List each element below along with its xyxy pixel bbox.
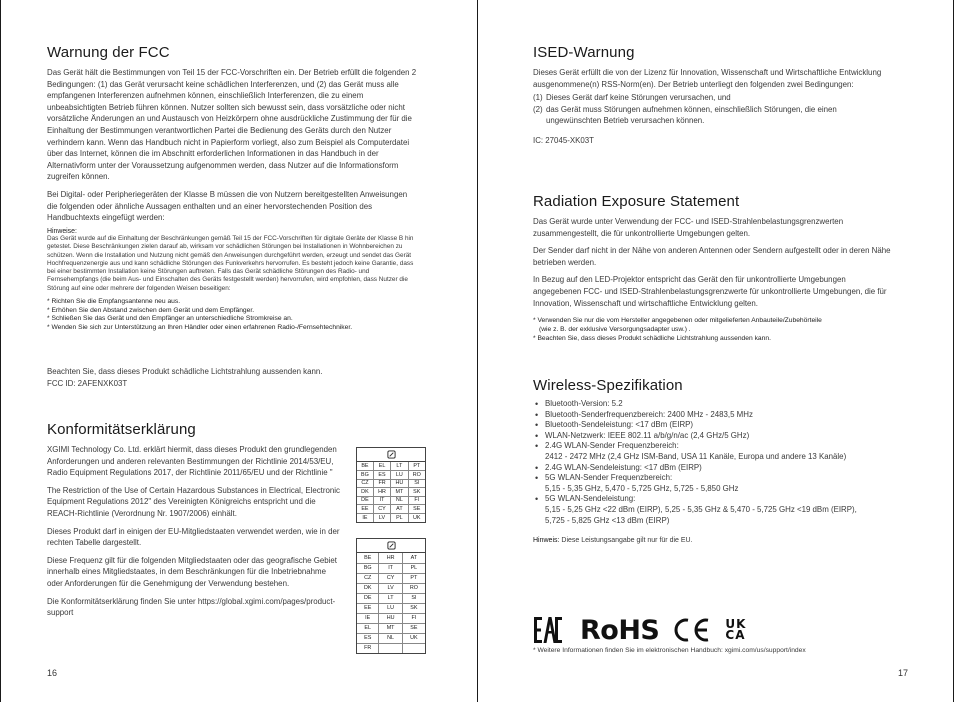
country-row: [357, 613, 425, 623]
country-cell: AT: [402, 553, 425, 563]
country-cell: DK: [357, 488, 373, 497]
ce-logo: [673, 617, 711, 643]
country-cell: HU: [379, 613, 402, 623]
country-cell: LU: [379, 603, 402, 613]
wireless-item: • Bluetooth-Version: 5.2: [533, 399, 903, 410]
country-cell: HU: [391, 479, 408, 488]
radiation-paragraph-1: Das Gerät wurde unter Verwendung der FCC- und ISED-Strahlenbelastungsgrenzwerten zusammengestellt, die für unkontrollierte Umgebungen gelten.: [533, 217, 844, 238]
conformity-paragraph-3: Dieses Produkt darf in einigen der EU-Mitgliedstaaten verwendet werden, wie in der rechten Tabelle dargestellt.: [47, 526, 340, 548]
country-row: [357, 633, 425, 643]
country-cell: IT: [373, 496, 390, 505]
ised-list-item: [533, 104, 893, 127]
hinweise-label: Hinweise:: [47, 228, 77, 235]
country-row: [357, 553, 425, 563]
restriction-icon: [387, 541, 396, 550]
wireless-body: [533, 399, 903, 547]
hinweise-bullets: [47, 298, 419, 333]
country-cell: PT: [402, 573, 425, 583]
conformity-title: Konformitätserklärung: [47, 421, 196, 438]
country-cell: PL: [402, 563, 425, 573]
country-row: [357, 471, 425, 480]
ised-paragraph: Dieses Gerät erfüllt die von der Lizenz für Innovation, Wissenschaft und Wirtschaftliche Entwicklung ausgenommene(n) RSS-Norm(en). Der Betrieb unterliegt den folgenden zwei Bedingungen:: [533, 68, 882, 89]
fcc-id: FCC ID: 2AFENXK03T: [47, 378, 128, 388]
country-cell: NL: [379, 633, 402, 643]
country-cell: BG: [357, 471, 373, 480]
radiation-paragraph-3: In Bezug auf den LED-Projektor entspricht das Gerät den für unkontrollierte Umgebungen angegebenen FCC- und ISED-Strahlenbelastungsgrenzwerte für unkontrollierte Umgebungen, die für Innovation, Wissenschaft und wirtschaftliche Entwicklung gelten.: [533, 275, 887, 308]
country-cell: DE: [357, 593, 379, 603]
country-row: [357, 462, 425, 471]
country-cell: LV: [379, 583, 402, 593]
country-cell: CZ: [357, 479, 373, 488]
country-cell: [402, 643, 425, 653]
fcc-body: [47, 67, 417, 224]
country-cell: CY: [373, 505, 390, 514]
restriction-icon: [387, 450, 396, 459]
country-table-1: [356, 447, 426, 523]
radiation-paragraph-2: Der Sender darf nicht in der Nähe von anderen Antennen oder Sendern aufgestellt oder in deren Nähe betrieben werden.: [533, 246, 891, 267]
country-cell: FI: [408, 496, 425, 505]
conformity-body: [47, 444, 343, 619]
conformity-paragraph-2: The Restriction of the Use of Certain Hazardous Substances in Electrical, Electronic Equipment Regulations 2012" des Vereinigten Königreichs entspricht und die REACH-Richtlinie (Verordnung Nr. 1907/2006) einhält.: [47, 485, 340, 518]
country-row: [357, 623, 425, 633]
item-text: das Gerät muss Störungen aufnehmen können, einschließlich Störungen, die einen ungewünschten Betrieb verursachen können.: [546, 104, 837, 126]
item-number: (2): [533, 104, 543, 114]
ukca-logo: UK CA: [725, 617, 747, 642]
country-row: [357, 583, 425, 593]
footer-note: * Weitere Informationen finden Sie im elektronischen Handbuch: xgimi.com/us/support/index: [533, 647, 806, 654]
hinweise-bullet: * Erhöhen Sie den Abstand zwischen dem Gerät und dem Empfänger.: [47, 306, 255, 314]
country-cell: DK: [357, 583, 379, 593]
country-cell: BE: [357, 462, 373, 471]
country-row: [357, 593, 425, 603]
fcc-footer: [47, 366, 419, 389]
hinweise-text: Das Gerät wurde auf die Einhaltung der Beschränkungen gemäß Teil 15 der FCC-Vorschriften für digitale Geräte der Klasse B hin getestet. Diese Beschränkungen zielen darauf ab, wirksam vor schädlichen Störungen bei Installationen in Wohnbereichen zu schützen. Wenn die Installation und Nutzung nicht gemäß den Anweisungen durchgeführt werden, erzeugt und sendet das Gerät Hochfrequenzenergie aus und kann schädliche Störungen des Funkverkehrs hervorrufen. Es besteht jedoch keine Garantie, dass bei einer bestimmten Installation keine Störungen auftreten. Falls das Gerät schädliche Störungen des Radio- und Fernsehempfangs (die beim Aus- und Einschalten des Geräts festgestellt werden) hervorrufen, wird empfohlen, dass Nutzer die Störung auf eine oder mehrere der folgenden Weisen beseitigen:: [47, 235, 414, 292]
country-table-1-grid: [357, 462, 425, 522]
country-row: [357, 643, 425, 653]
radiation-notes: [533, 317, 893, 343]
wireless-item: • 5G WLAN-Sendeleistung: 5,15 - 5,25 GHz <22 dBm (EIRP), 5,25 - 5,35 GHz & 5,470 - 5,725 GHz <19 dBm (EIRP), 5,725 - 5,825 GHz <13 dBm (EIRP): [533, 494, 903, 526]
rohs-logo: RoHS: [580, 614, 660, 646]
country-row: [357, 488, 425, 497]
fcc-note: Beachten Sie, dass dieses Produkt schädliche Lichtstrahlung aussenden kann.: [47, 367, 323, 376]
hinweise-bullet: * Richten Sie die Empfangsantenne neu aus.: [47, 298, 181, 306]
country-cell: FR: [357, 643, 379, 653]
country-cell: RO: [408, 471, 425, 480]
country-row: [357, 479, 425, 488]
country-cell: AT: [391, 505, 408, 514]
country-cell: ES: [357, 633, 379, 643]
country-row: [357, 563, 425, 573]
hinweise-bullet: * Wenden Sie sich zur Unterstützung an Ihren Händler oder einen erfahrenen Radio-/Fernsehtechniker.: [47, 324, 353, 332]
country-row: [357, 513, 425, 522]
conformity-paragraph-1: XGIMI Technology Co. Ltd. erklärt hiermit, dass dieses Produkt den grundlegenden Anforderungen und anderen relevanten Bestimmungen der Richtlinie 2014/53/EU, Radio Equipment Regulations 2017, der Richtlinie 2011/65/EU und der Richtlinie ": [47, 445, 337, 478]
country-cell: EE: [357, 603, 379, 613]
country-cell: EL: [373, 462, 390, 471]
country-table-2-grid: [357, 553, 425, 653]
radiation-body: [533, 216, 893, 343]
country-cell: SI: [402, 593, 425, 603]
eac-logo: [534, 617, 562, 643]
page-number-right: 17: [897, 668, 908, 678]
wireless-title: Wireless-Spezifikation: [533, 377, 683, 394]
certification-logos: [534, 614, 746, 646]
country-cell: IT: [379, 563, 402, 573]
country-cell: UK: [402, 633, 425, 643]
country-cell: BE: [357, 553, 379, 563]
country-cell: NL: [391, 496, 408, 505]
country-cell: EL: [357, 623, 379, 633]
ised-list-item: [533, 92, 893, 104]
fcc-title: Warnung der FCC: [47, 44, 170, 61]
item-text: Dieses Gerät darf keine Störungen verursachen, und: [546, 93, 731, 103]
radiation-note: * Beachten Sie, dass dieses Produkt schädliche Lichtstrahlung aussenden kann.: [533, 334, 771, 342]
country-cell: IE: [357, 513, 373, 522]
country-cell: UK: [408, 513, 425, 522]
country-cell: LV: [373, 513, 390, 522]
ised-list: [533, 92, 893, 127]
wireless-item: • Bluetooth-Senderfrequenzbereich: 2400 MHz - 2483,5 MHz: [533, 410, 903, 421]
country-cell: SK: [402, 603, 425, 613]
country-cell: LT: [391, 462, 408, 471]
page-number-left: 16: [47, 668, 58, 678]
country-cell: LT: [379, 593, 402, 603]
wireless-hinweis: [533, 536, 903, 547]
country-row: [357, 573, 425, 583]
hinweis-label: Hinweis:: [533, 537, 560, 545]
restriction-header: [357, 539, 425, 553]
country-cell: BG: [357, 563, 379, 573]
item-number: (1): [533, 93, 543, 103]
country-cell: FR: [373, 479, 390, 488]
country-cell: HR: [373, 488, 390, 497]
country-cell: RO: [402, 583, 425, 593]
wireless-item: • 5G WLAN-Sender Frequenzbereich: 5,15 - 5,35 GHz, 5,470 - 5,725 GHz, 5,725 - 5,850 GHz: [533, 473, 903, 494]
ised-ic: IC: 27045-XK03T: [533, 135, 594, 145]
wireless-item: • WLAN-Netzwerk: IEEE 802.11 a/b/g/n/ac (2,4 GHz/5 GHz): [533, 431, 903, 442]
conformity-paragraph-4: Diese Frequenz gilt für die folgenden Mitgliedstaaten oder das geografische Gebiet innerhalb eines Mitgliedstaates, in dem Beschränkungen für die Inbetriebnahme oder Anforderungen für die Genehmigung der Verwendung bestehen.: [47, 555, 337, 588]
country-table-2: [356, 538, 426, 654]
ised-title: ISED-Warnung: [533, 44, 635, 61]
wireless-list: [533, 399, 903, 526]
country-row: [357, 603, 425, 613]
country-cell: PL: [391, 513, 408, 522]
conformity-paragraph-5: Die Konformitätserklärung finden Sie unter https://global.xgimi.com/pages/product-support: [47, 596, 336, 618]
fcc-paragraph-1: Das Gerät hält die Bestimmungen von Teil 15 der FCC-Vorschriften ein. Der Betrieb erfüllt die folgenden 2 Bedingungen: (1) das Gerät verursacht keine schädlichen Interferenzen, und (2) das Gerät muss alle empfangenen Interferenzen aufnehmen können, einschließlich Interferenzen, die zu einem unbeabsichtigten Betrieb führen können. Nutzer sollten sich bewusst sein, dass vorsätzliche oder nicht vorsätzliche Änderungen an und Austausch von Heizkörpern ohne ausdrückliche Zustimmung der für die Einhaltung der Bestimmungen verantwortlichen Partei die Bedienung des Geräts durch den Nutzer verhindern kann. Wenn das Handbuch nicht in Papierform vorliegt, also zum Beispiel als Computerdatei über das Internet, können die im Abschnitt erforderlichen Informationen in das Handbuch in der Alternativform unter der Voraussetzung aufgenommen werden, dass Nutzer auf die Informationsform zugreifen können.: [47, 68, 417, 182]
country-cell: SK: [408, 488, 425, 497]
radiation-note-cont: (wie z. B. der exklusive Versorgungsadapter usw.) .: [539, 325, 691, 333]
fcc-paragraph-2: Bei Digital- oder Peripheriegeräten der Klasse B müssen die von Nutzern bereitgestellten Anweisungen die folgenden oder ähnliche Aussagen enthalten und an einer hervorstechenden Position des Handbuchtexts eingefügt werden:: [47, 189, 408, 223]
country-cell: EE: [357, 505, 373, 514]
ised-body: [533, 67, 893, 147]
country-cell: IE: [357, 613, 379, 623]
country-cell: SI: [408, 479, 425, 488]
restriction-header: [357, 448, 425, 462]
country-cell: DE: [357, 496, 373, 505]
country-cell: ES: [373, 471, 390, 480]
country-cell: SE: [402, 623, 425, 633]
country-cell: PT: [408, 462, 425, 471]
fcc-hinweise: [47, 228, 419, 333]
country-cell: HR: [379, 553, 402, 563]
wireless-item: • 2.4G WLAN-Sendeleistung: <17 dBm (EIRP): [533, 463, 903, 474]
wireless-item: • 2.4G WLAN-Sender Frequenzbereich: 2412 - 2472 MHz (2,4 GHz ISM-Band, USA 11 Kanäle, Europa und andere 13 Kanäle): [533, 441, 903, 462]
country-cell: LU: [391, 471, 408, 480]
country-cell: [379, 643, 402, 653]
wireless-item: • Bluetooth-Sendeleistung: <17 dBm (EIRP): [533, 420, 903, 431]
country-cell: CY: [379, 573, 402, 583]
country-cell: FI: [402, 613, 425, 623]
country-cell: MT: [379, 623, 402, 633]
hinweise-bullet: * Schließen Sie das Gerät und den Empfänger an unterschiedliche Stromkreise an.: [47, 315, 293, 323]
radiation-note: * Verwenden Sie nur die vom Hersteller angegebenen oder mitgelieferten Anbauteile/Zubehörteile: [533, 317, 822, 325]
country-row: [357, 505, 425, 514]
country-cell: CZ: [357, 573, 379, 583]
country-cell: SE: [408, 505, 425, 514]
country-cell: MT: [391, 488, 408, 497]
radiation-title: Radiation Exposure Statement: [533, 193, 740, 210]
hinweis-text: Diese Leistungsangabe gilt nur für die EU.: [559, 537, 693, 545]
right-page: [477, 0, 954, 702]
country-row: [357, 496, 425, 505]
